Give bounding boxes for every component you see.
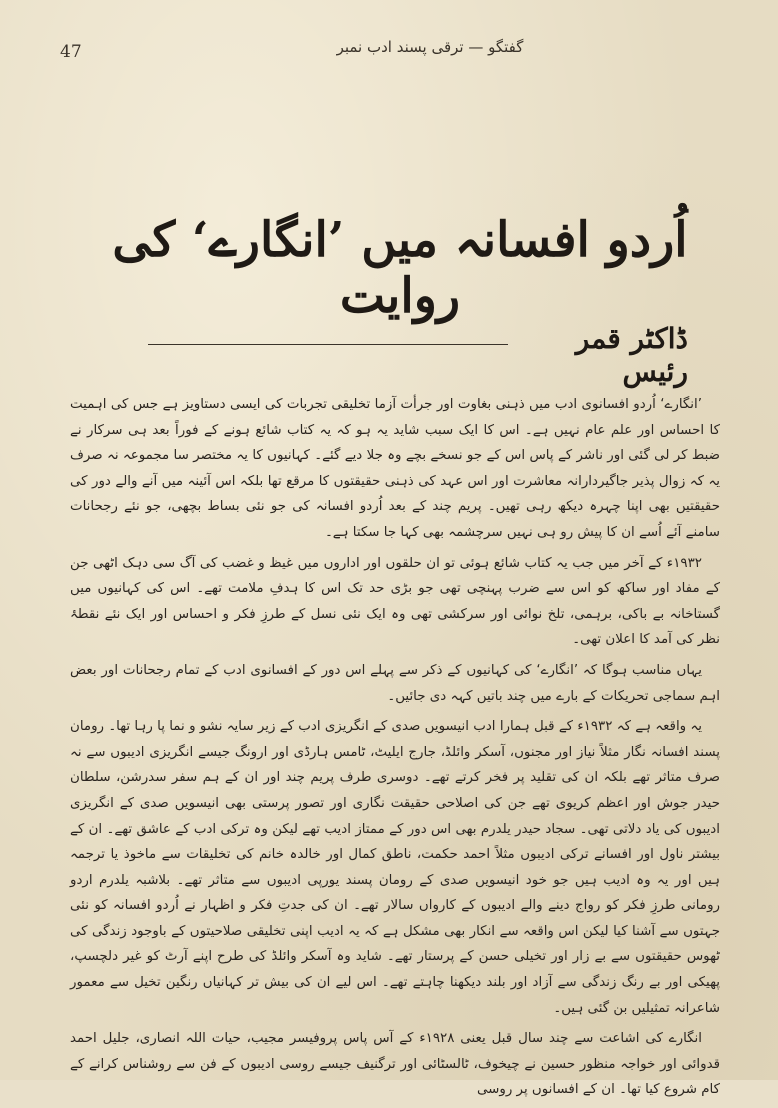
byline-rule	[148, 344, 508, 345]
running-head: گفتگو — ترقی پسند ادب نمبر	[336, 38, 524, 56]
author-byline	[148, 322, 688, 388]
paragraph: انگارے کی اشاعت سے چند سال قبل یعنی ۱۹۲۸ء کے آس پاس پروفیسر مجیب، حیات اللہ انصاری، جلیل احمد قدوائی اور خواجہ منظور حسین نے چیخوف، ٹالسٹائی اور ترگنیف جیسے روسی ادیبوں کے فن سے روشناس کرانے کے کام شروع کیا تھا۔ ان کے افسانوں پر روسی	[70, 1031, 720, 1098]
article-body	[70, 392, 720, 1108]
article-title: اُردو افسانہ میں ’انگارے‘ کی روایت	[112, 212, 688, 324]
paragraph: یہ واقعہ ہے کہ ۱۹۳۲ء کے قبل ہمارا ادب انیسویں صدی کے انگریزی ادب کے زیر سایہ نشو و نما پا رہا تھا۔ رومان پسند افسانہ نگار مثلاً نیاز اور مجنوں، آسکر وائلڈ، جارج ایلیٹ، ٹامس ہارڈی اور ارونگ جیسے انگریزی ادیبوں سے نہ صرف متاثر تھے بلکہ ان کی تقلید پر فخر کرتے تھے۔ دوسری طرف پریم چند اور ان کے ہم سفر سدرشن، سلطان حیدر جوش اور اعظم کریوی تھے جن کی اصلاحی حقیقت نگاری اور تصور پرستی بھی انیسویں صدی کے انگریزی ادیبوں کی یاد دلاتی تھی۔ سجاد حیدر یلدرم بھی اس دور کے ممتاز ادیب تھے لیکن وہ ترکی ادب کے عاشق تھے۔ ان کے بیشتر ناول اور افسانے ترکی ادیبوں مثلاً احمد حکمت، ناطق کمال اور خالدہ خانم کی تخلیقات سے ماخوذ یا ترجمہ ہیں اور یہ وہ ادیب ہیں جو خود انیسویں صدی کے رومان پسند یورپی ادیبوں سے متاثر تھے۔ بلاشبہ یلدرم اردو رومانی طرزِ فکر کو رواج دینے والے ادیبوں کے کارواں سالار تھے۔ ان کی جدتِ فکر و اظہار نے اُردو افسانہ کو نئی جہتوں سے آشنا کیا لیکن اس واقعہ سے انکار بھی مشکل ہے کہ یہ ادیب اپنی تخلیقی صلاحیتوں کے باوجود زندگی کی ٹھوس حقیقتوں سے بے زار اور تخیلی حسن کے پرستار تھے۔ شاید وہ آسکر وائلڈ کی طرح اپنے آرٹ کو غیر دلچسپ، پھیکی اور بے رنگ زندگی سے آزاد اور بلند دیکھنا چاہتے تھے۔ اس لیے ان کی بیش تر کہانیاں رنگین تخیل سے معمور شاعرانہ تمثیلیں بن گئی ہیں۔	[70, 719, 720, 1016]
page-number: 47	[60, 42, 82, 62]
paragraph: یہاں مناسب ہوگا کہ ’انگارے‘ کی کہانیوں کے ذکر سے پہلے اس دور کے افسانوی ادب کے تمام رجحانات اور بعض اہم سماجی تحریکات کے بارے میں چند باتیں کہہ دی جائیں۔	[70, 662, 720, 704]
paragraph: ’انگارے‘ اُردو افسانوی ادب میں ذہنی بغاوت اور جرأت آزما تخلیقی تجربات کی ایسی دستاویز ہے جس کی اہمیت کا احساس اور علم عام نہیں ہے۔ اس کا ایک سبب شاید یہ ہو کہ یہ کتاب شائع ہونے کے فوراً بعد ہی سرکار نے ضبط کر لی گئی اور ناشر کے پاس اس کے جو نسخے بچے وہ جلا دیے گئے۔ کہانیوں کا یہ مختصر سا مجموعہ نہ صرف یہ کہ زوال پذیر جاگیردارانہ معاشرت اور اس عہد کی ذہنی حقیقتوں کا مرقع تھا بلکہ اس آئینہ میں آنے والے دور کی حقیقتیں بھی اپنا چہرہ دیکھ رہی تھیں۔ پریم چند کے بعد اُردو افسانہ کی جو نئی بساط بچھی، جو نئے رجحانات سامنے آئے اُسے ان کا پیش رو ہی نہیں سرچشمہ بھی کہا جا سکتا ہے۔	[70, 397, 720, 540]
paragraph: ۱۹۳۲ء کے آخر میں جب یہ کتاب شائع ہوئی تو ان حلقوں اور اداروں میں غیظ و غضب کی آگ سی دہک اٹھی جن کے مفاد اور ساکھ کو اس سے ضرب پہنچی تھی جو بڑی حد تک اس کا ہدفِ ملامت تھے۔ اس کی کہانیوں میں گستاخانہ بے باکی، برہمی، تلخ نوائی اور سرکشی تھی وہ ایک نئی نسل کے طرزِ فکر و احساس اور ایک نئے نقطۂ نظر کی آمد کا اعلان تھی۔	[70, 555, 720, 648]
author-name: ڈاکٹر قمر رئیس	[575, 322, 688, 388]
